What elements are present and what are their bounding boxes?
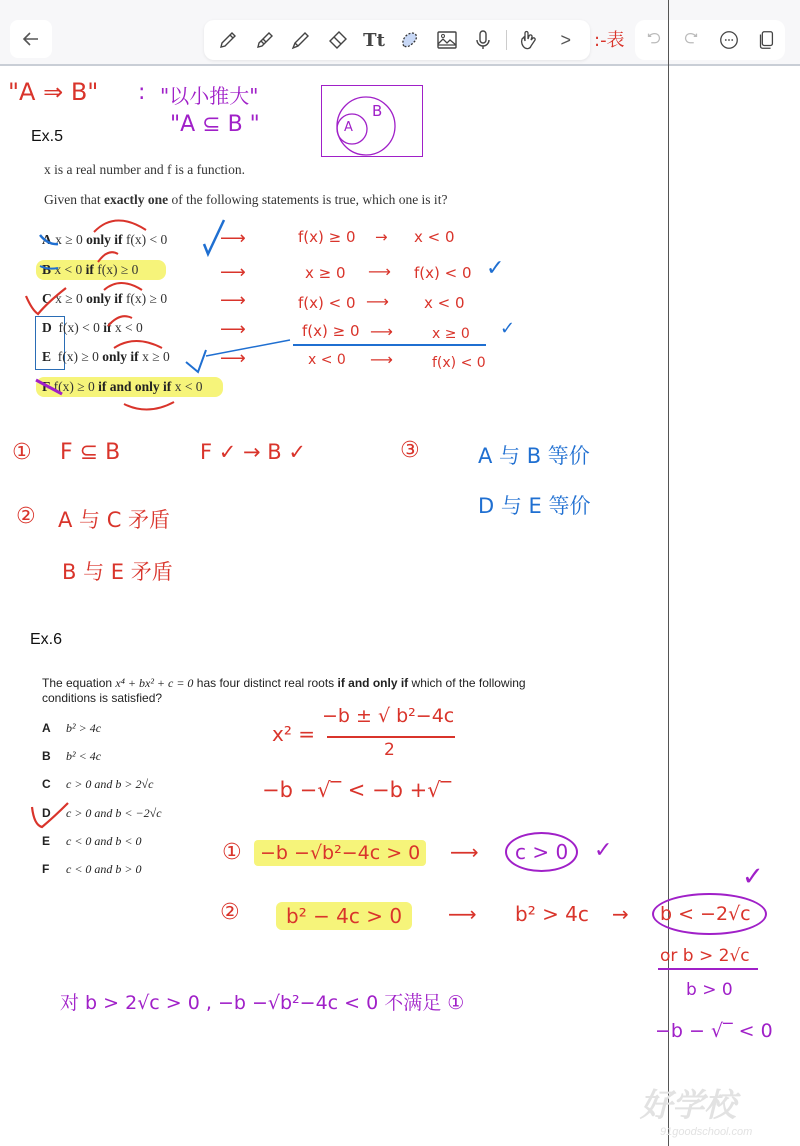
ex5-title: Ex.5 (31, 128, 64, 145)
pen-icon (216, 28, 240, 52)
check-e-icon (186, 350, 206, 372)
option-text: f(x) < 0 (58, 320, 104, 335)
note-subset: "A ⊆ B " (170, 112, 260, 137)
toolbar-divider (506, 30, 507, 50)
pages-button[interactable] (752, 26, 780, 54)
option-text: f(x) ≥ 0 (122, 291, 168, 306)
swap-arrow-d-icon (108, 316, 132, 326)
ex5-question (44, 192, 447, 208)
audio-tool[interactable] (469, 26, 497, 54)
question-text: of the following statements is true, which one is it? (168, 192, 448, 207)
condition-2-arrow-1: ⟶ (448, 902, 477, 926)
note-small-to-large: "以小推大" (160, 84, 259, 108)
note-implication: "A ⇒ B" (8, 78, 99, 106)
option-letter: F (42, 379, 51, 394)
rewrite-right-1: x < 0 (414, 228, 455, 246)
option-letter: B (42, 749, 51, 763)
rewrite-check-2: ✓ (486, 256, 505, 281)
root-comparison: −b −√‾ < −b +√‾ (262, 778, 452, 802)
image-icon (435, 28, 459, 52)
option-text: f(x) < 0 (122, 232, 168, 247)
option-text: c > 0 and b < −2√c (66, 806, 162, 820)
option-text: x ≥ 0 (138, 349, 170, 364)
margin-b-positive: b > 0 (686, 980, 733, 1000)
condition-2-mid: b² > 4c (515, 902, 589, 926)
text-icon: Tt (363, 29, 385, 51)
option-letter: A (42, 721, 51, 735)
condition-1-arrow: ⟶ (450, 840, 479, 864)
note-2-number: ② (16, 504, 36, 529)
note-1-number: ① (12, 440, 32, 465)
rewrite-check-4: ✓ (500, 318, 516, 339)
x2-lhs: x² = (272, 722, 315, 746)
check-c-icon (26, 288, 66, 314)
note-1-implies: F ✓ → B ✓ (200, 440, 306, 464)
rewrite-left-4: f(x) ≥ 0 (302, 322, 360, 340)
strike-a-icon (40, 235, 58, 244)
rewrite-mid-3: ⟶ (366, 292, 389, 311)
option-text: b² > 4c (66, 721, 102, 735)
option-text: f(x) ≥ 0 (53, 379, 99, 394)
option-letter: E (42, 349, 52, 364)
swap-arrow-c-icon (104, 283, 142, 290)
option-text: c < 0 and b > 0 (66, 862, 142, 876)
note-3-number: ③ (400, 438, 420, 463)
rewrite-mid-1: → (375, 228, 388, 246)
question-text: The equation (42, 676, 116, 690)
option-text: c < 0 and b < 0 (66, 834, 142, 848)
bottom-note: 对 b > 2√c > 0 , −b −√b²−4c < 0 不满足 ① (60, 992, 465, 1014)
ex6-option-a (42, 721, 101, 736)
ex6-title: Ex.6 (30, 631, 63, 648)
ex6-question (42, 676, 526, 706)
note-3-line2: D 与 E 等价 (478, 494, 591, 518)
swap-arrow-f-icon (124, 402, 174, 410)
ex6-option-b (42, 749, 101, 764)
more-icon (718, 29, 740, 51)
undo-icon (643, 29, 665, 51)
condition-2-number: ② (220, 900, 240, 925)
rewrite-right-3: x < 0 (424, 294, 465, 312)
rewrite-right-5: f(x) < 0 (432, 355, 486, 371)
hand-touch-icon (517, 28, 541, 52)
toolbar (0, 0, 800, 66)
condition-1-number: ① (222, 840, 242, 865)
option-keyword: if (103, 320, 112, 335)
pencil-tool[interactable] (251, 26, 279, 54)
rewrite-left-5: x < 0 (308, 352, 346, 368)
condition-2-result: b < −2√c (652, 893, 767, 935)
eraser-tool[interactable] (324, 26, 352, 54)
arrow-left-icon (21, 29, 41, 49)
venn-label-b: B (372, 102, 383, 120)
undo-button[interactable] (640, 26, 668, 54)
option-keyword: only if (102, 349, 139, 364)
option-letter: C (42, 291, 52, 306)
ex6-option-f (42, 862, 142, 877)
question-text: has four distinct real roots (193, 676, 338, 690)
margin-divider (658, 968, 758, 970)
pages-icon (755, 29, 777, 51)
link-arrow-icon (206, 340, 290, 356)
redo-icon (680, 29, 702, 51)
strike-f-icon (36, 380, 62, 394)
condition-2-expr: b² − 4c > 0 (276, 902, 412, 930)
option-letter: C (42, 777, 51, 791)
option-text: c > 0 and b > 2√c (66, 777, 154, 791)
fraction-bar (327, 736, 455, 738)
question-emphasis: exactly one (104, 192, 169, 207)
question-text: Given that (44, 192, 104, 207)
venn-label-a: A (344, 120, 353, 135)
note-2-line2: B 与 E 矛盾 (62, 560, 173, 584)
margin-inequality: −b − √‾ < 0 (655, 1020, 773, 1042)
option-text: b² < 4c (66, 749, 102, 763)
rewrite-left-1: f(x) ≥ 0 (298, 228, 356, 246)
option-text: x ≥ 0 (55, 232, 87, 247)
option-text: f(x) ≥ 0 (93, 262, 139, 277)
option-text: x < 0 (171, 379, 203, 394)
condition-1-check: ✓ (594, 838, 613, 863)
chevron-right-icon: > (560, 29, 571, 50)
question-emphasis: if and only if (337, 676, 409, 690)
note-2-line1: A 与 C 矛盾 (58, 508, 171, 532)
eraser-icon (326, 28, 350, 52)
ex6-option-c (42, 777, 153, 792)
back-button[interactable] (10, 20, 52, 58)
condition-1-expr: −b −√b²−4c > 0 (254, 840, 426, 866)
redo-button[interactable] (677, 26, 705, 54)
option-text: x < 0 (54, 262, 86, 277)
rewrite-left-3: f(x) < 0 (298, 294, 356, 312)
question-text: which of the following (408, 676, 526, 690)
question-equation: x⁴ + bx² + c = 0 (115, 676, 194, 690)
watermark-logo (640, 1080, 752, 1138)
rewrite-mid-4: ⟶ (370, 322, 393, 341)
ex5-intro: x is a real number and f is a function. (44, 162, 245, 177)
swap-arrow-a-icon (94, 220, 146, 232)
rewrite-right-2: f(x) < 0 (414, 264, 472, 282)
ex5-annotations (0, 210, 300, 420)
image-tool[interactable] (433, 26, 461, 54)
rewrite-right-4: x ≥ 0 (432, 326, 470, 342)
option-text: f(x) ≥ 0 (57, 349, 103, 364)
expand-tools-button[interactable] (552, 26, 580, 54)
watermark-url: 91goodschool.com (660, 1126, 753, 1138)
note-3-line1: A 与 B 等价 (478, 444, 590, 468)
condition-1-result: c > 0 (505, 832, 578, 872)
option-keyword: only if (86, 291, 123, 306)
note-colon: : (138, 80, 146, 105)
pencil-icon (253, 28, 277, 52)
rewrite-arrow-e: ⟶ (220, 348, 246, 369)
swap-arrow-b-icon (98, 252, 118, 262)
rewrite-arrow-b: ⟶ (220, 262, 246, 283)
watermark-text: 好学校 (640, 1087, 737, 1123)
swap-arrow-e-icon (114, 341, 162, 348)
option-letter: D (42, 320, 52, 335)
option-letter: B (42, 262, 52, 277)
venn-diagram (321, 85, 423, 157)
lasso-tool[interactable] (396, 26, 424, 54)
ex6-option-e (42, 834, 142, 849)
lasso-icon (398, 28, 422, 52)
x2-denominator: 2 (384, 740, 395, 760)
drawing-tools (204, 20, 590, 60)
rewrite-arrow-d: ⟶ (220, 319, 246, 340)
check-d-icon (20, 795, 80, 835)
strike-b-icon (40, 266, 58, 269)
pen-tool[interactable] (214, 26, 242, 54)
rewrite-divider (293, 344, 486, 346)
option-text: x ≥ 0 (55, 291, 87, 306)
highlighter-tool[interactable] (287, 26, 315, 54)
history-tools (635, 20, 785, 60)
condition-2-check: ✓ (742, 862, 764, 892)
touch-tool[interactable] (515, 26, 543, 54)
option-text: x < 0 (111, 320, 143, 335)
rewrite-mid-2: ⟶ (368, 262, 391, 281)
option-letter: F (42, 862, 50, 876)
option-letter: D (42, 806, 51, 820)
venn-circles (322, 86, 422, 156)
option-keyword: only if (86, 232, 123, 247)
handwritten-scribble: :-表 (594, 30, 625, 51)
more-button[interactable] (715, 26, 743, 54)
text-tool[interactable] (360, 26, 388, 54)
rewrite-arrow-c: ⟶ (220, 290, 246, 311)
question-text: conditions is satisfied? (42, 691, 163, 705)
x2-numerator: −b ± √ b²−4c (322, 705, 455, 727)
condition-2-or: or b > 2√c (660, 946, 750, 966)
condition-2-arrow-2: → (612, 902, 629, 926)
option-keyword: if and only if (98, 379, 172, 394)
rewrite-arrow-a: ⟶ (220, 228, 246, 249)
note-1-text: F ⊆ B (60, 440, 121, 465)
highlighter-icon (289, 28, 313, 52)
rewrite-left-2: x ≥ 0 (305, 264, 346, 282)
option-letter: E (42, 834, 51, 848)
rewrite-mid-5: ⟶ (370, 350, 393, 369)
option-keyword: if (85, 262, 94, 277)
option-letter: A (42, 232, 52, 247)
page-boundary (668, 0, 669, 1146)
microphone-icon (471, 28, 495, 52)
